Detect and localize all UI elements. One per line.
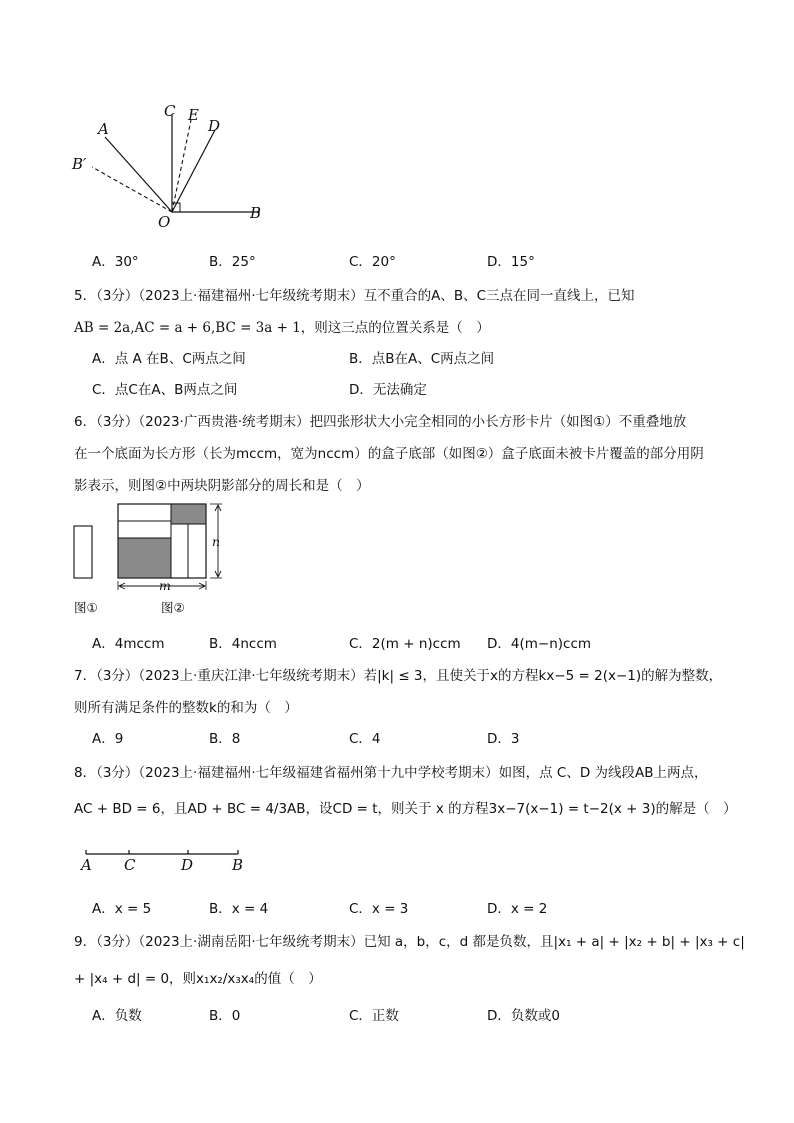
q7-option-a[interactable]: A．9 [92,731,124,747]
point-label-O: O [158,213,171,231]
point-label-B-prime: B′ [72,155,87,173]
point-label-D: D [208,117,221,135]
segment-point-C: C [124,856,136,874]
card-figures [70,500,240,600]
q5-stem-line2: AB = 2a,AC = a + 6,BC = 3a + 1，则这三点的位置关系是（ ） [74,320,490,336]
segment-figure [78,846,253,866]
q6-option-c[interactable]: C．2(m + n)ccm [349,636,461,652]
segment-point-B: B [232,856,244,874]
point-label-C: C [164,102,176,120]
q4-option-c[interactable]: C．20° [349,254,396,270]
q9-option-a[interactable]: A．负数 [92,1008,142,1024]
label-m: m [159,578,171,593]
q6-stem-line1: 6．（3分）（2023·广西贵港·统考期末）把四张形状大小完全相同的小长方形卡片（如图①）不重叠地放 [74,414,687,430]
q9-option-b[interactable]: B．0 [209,1008,241,1024]
q6-option-a[interactable]: A．4mccm [92,636,165,652]
point-label-B: B [250,204,262,222]
q8-stem-line1: 8．（3分）（2023上·福建福州·七年级福建省福州第十九中学校考期末）如图，点 C、D 为线段AB上两点， [74,765,708,781]
q5-option-c[interactable]: C．点C在A、B两点之间 [92,382,238,398]
q8-stem-line2: AC + BD = 6，且AD + BC = 4/3AB，设CD = t，则关于 x 的方程3x−7(x−1) = t−2(x + 3)的解是（ ） [74,801,737,817]
fig1-caption: 图① [74,600,98,615]
point-label-A: A [98,120,109,138]
q7-stem-line2: 则所有满足条件的整数k的和为（ ） [74,700,298,716]
point-label-E: E [188,106,199,124]
q7-option-b[interactable]: B．8 [209,731,241,747]
q9-option-c[interactable]: C．正数 [349,1008,399,1024]
q9-stem-line2: + |x₄ + d| = 0，则x₁x₂/x₃x₄的值（ ） [74,971,322,987]
q8-option-a[interactable]: A．x = 5 [92,901,152,917]
fig2-caption: 图② [161,600,185,615]
q6-stem-line3: 影表示，则图②中两块阴影部分的周长和是（ ） [74,478,370,494]
q4-option-a[interactable]: A．30° [92,254,139,270]
q7-stem-line1: 7．（3分）（2023上·重庆江津·七年级统考期末）若|k| ≤ 3，且使关于x的方程kx−5 = 2(x−1)的解为整数， [74,668,723,684]
q4-option-b[interactable]: B．25° [209,254,256,270]
q6-stem-line2: 在一个底面为长方形（长为mccm，宽为nccm）的盒子底部（如图②）盒子底面未被卡片覆盖的部分用阴 [74,446,704,462]
q4-option-d[interactable]: D．15° [487,254,535,270]
q9-option-d[interactable]: D．负数或0 [487,1008,560,1024]
q7-option-c[interactable]: C．4 [349,731,381,747]
q8-option-b[interactable]: B．x = 4 [209,901,269,917]
segment-point-D: D [181,856,194,874]
q8-option-c[interactable]: C．x = 3 [349,901,409,917]
q6-option-b[interactable]: B．4nccm [209,636,277,652]
label-n: n [212,534,221,549]
q6-option-d[interactable]: D．4(m−n)ccm [487,636,592,652]
q9-stem-line1: 9．（3分）（2023上·湖南岳阳·七年级统考期末）已知 a，b，c，d 都是负数，且|x₁ + a| + |x₂ + b| + |x₃ + c| [74,934,745,950]
q5-option-b[interactable]: B．点B在A、C两点之间 [349,351,495,367]
q5-stem-line1: 5．（3分）（2023上·福建福州·七年级统考期末）互不重合的A、B、C三点在同一直线上，已知 [74,288,635,304]
q7-option-d[interactable]: D．3 [487,731,520,747]
q5-option-d[interactable]: D．无法确定 [349,382,427,398]
q5-option-a[interactable]: A．点 A 在B、C两点之间 [92,351,246,367]
segment-point-A: A [81,856,92,874]
q8-option-d[interactable]: D．x = 2 [487,901,548,917]
